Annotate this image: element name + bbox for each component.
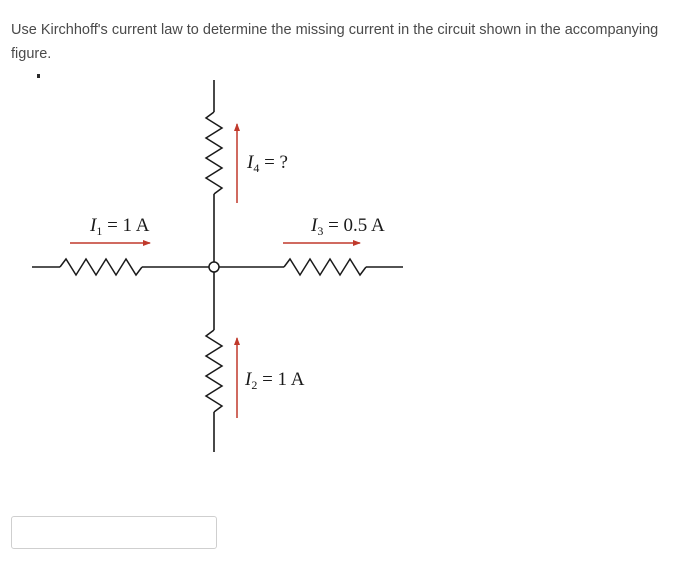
top-branch — [206, 80, 222, 262]
resistor-bottom — [206, 330, 222, 412]
answer-input[interactable] — [11, 516, 217, 549]
question-text: Use Kirchhoff's current law to determine the missing current in the circuit shown in the accompanying figure. — [11, 22, 659, 62]
resistor-top — [206, 112, 222, 194]
label-i3: $I_3 = 0.5$ A — [311, 215, 385, 238]
resistor-right — [284, 259, 366, 275]
label-i4: $I_4$ = ? — [247, 152, 288, 175]
bottom-branch — [206, 272, 222, 452]
resistor-left — [60, 259, 142, 275]
label-i1: $I_1 = 1$ A — [90, 215, 150, 238]
label-i2: $I_2 = 1$ A — [245, 369, 305, 392]
junction-node — [209, 262, 219, 272]
left-branch — [32, 259, 209, 275]
right-branch — [219, 259, 403, 275]
